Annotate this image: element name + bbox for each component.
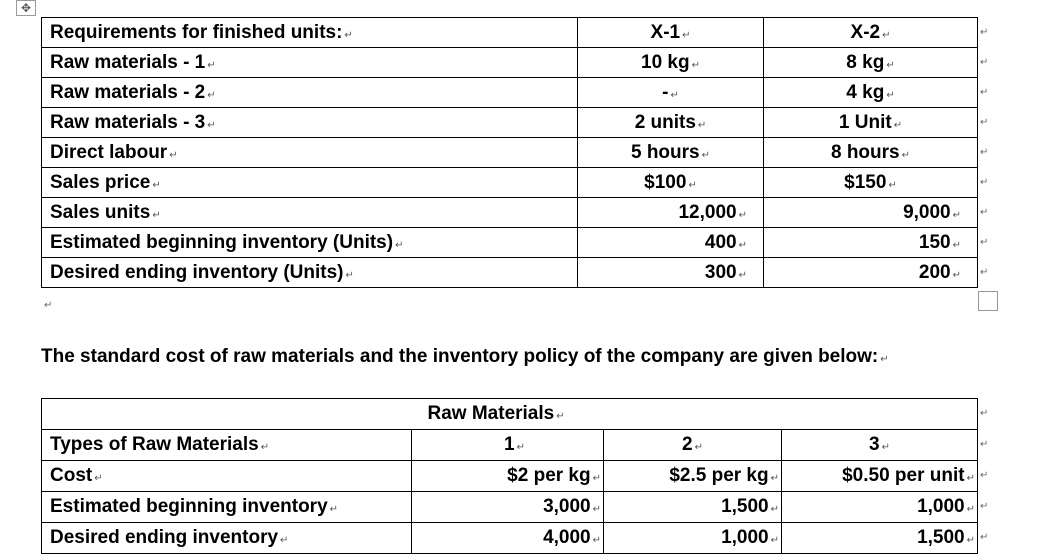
end-of-row-mark: ↵ — [980, 439, 989, 450]
table-cell[interactable]: Types of Raw Materials ↵ — [42, 430, 412, 461]
table-cell[interactable]: 8 hours ↵ — [764, 138, 978, 168]
table-cell[interactable]: 200 ↵ — [764, 258, 978, 288]
table-cell[interactable]: Raw Materials ↵ — [412, 399, 978, 430]
table-cell[interactable]: $150 ↵ — [764, 168, 978, 198]
table-cell[interactable]: Raw materials - 3 ↵ — [42, 108, 578, 138]
table-cell[interactable]: Sales units ↵ — [42, 198, 578, 228]
end-of-row-mark: ↵ — [980, 470, 989, 481]
table-cell[interactable]: Desired ending inventory (Units) ↵ — [42, 258, 578, 288]
table-cell[interactable]: Desired ending inventory ↵ — [42, 523, 412, 554]
table-row — [42, 108, 978, 138]
table-cell[interactable]: Estimated beginning inventory ↵ — [42, 492, 412, 523]
end-of-row-mark: ↵ — [980, 237, 989, 248]
table-cell[interactable]: 10 kg ↵ — [578, 48, 764, 78]
raw-materials-cost-table — [41, 398, 978, 554]
table-cell[interactable]: $0.50 per unit ↵ — [782, 461, 978, 492]
table-cell[interactable]: Requirements for finished units: ↵ — [42, 18, 578, 48]
end-of-row-mark: ↵ — [980, 501, 989, 512]
table-cell[interactable]: 150 ↵ — [764, 228, 978, 258]
table-cell[interactable]: 4,000 ↵ — [412, 523, 604, 554]
end-of-row-mark: ↵ — [980, 147, 989, 158]
table-cell[interactable]: 1,500 ↵ — [782, 523, 978, 554]
table-cell[interactable]: 1,500 ↵ — [604, 492, 782, 523]
end-of-row-mark: ↵ — [980, 532, 989, 543]
table-cell[interactable]: $2 per kg ↵ — [412, 461, 604, 492]
table-row — [42, 228, 978, 258]
end-of-row-mark: ↵ — [980, 27, 989, 38]
table-cell[interactable]: 1,000 ↵ — [782, 492, 978, 523]
table-cell[interactable]: 400 ↵ — [578, 228, 764, 258]
table-cell[interactable]: 1,000 ↵ — [604, 523, 782, 554]
table-row — [42, 461, 978, 492]
table-cell[interactable]: Raw materials - 2 ↵ — [42, 78, 578, 108]
table-cell[interactable]: Direct labour ↵ — [42, 138, 578, 168]
table-row — [42, 523, 978, 554]
table-cell[interactable]: 1 Unit ↵ — [764, 108, 978, 138]
table-row — [42, 48, 978, 78]
end-of-row-mark: ↵ — [980, 408, 989, 419]
table-row — [42, 198, 978, 228]
table-cell[interactable]: 5 hours ↵ — [578, 138, 764, 168]
table-cell[interactable]: 3 ↵ — [782, 430, 978, 461]
table-row — [42, 258, 978, 288]
table-cell[interactable]: 9,000 ↵ — [764, 198, 978, 228]
table-move-handle-icon[interactable]: ✥ — [16, 0, 36, 16]
table-cell[interactable]: - ↵ — [578, 78, 764, 108]
table-row — [42, 138, 978, 168]
table-cell[interactable]: 1 ↵ — [412, 430, 604, 461]
end-of-row-mark: ↵ — [980, 87, 989, 98]
table-row — [42, 78, 978, 108]
table-cell[interactable]: X-1 ↵ — [578, 18, 764, 48]
table-cell[interactable]: $100 ↵ — [578, 168, 764, 198]
table-group-header-row — [42, 399, 978, 430]
end-of-row-mark: ↵ — [980, 267, 989, 278]
table-cell[interactable]: 8 kg ↵ — [764, 48, 978, 78]
table-row — [42, 168, 978, 198]
table-cell[interactable]: 2 units ↵ — [578, 108, 764, 138]
table-cell[interactable]: Cost ↵ — [42, 461, 412, 492]
end-of-row-mark: ↵ — [980, 117, 989, 128]
table-cell[interactable]: Sales price ↵ — [42, 168, 578, 198]
table-cell[interactable]: 12,000 ↵ — [578, 198, 764, 228]
table-header-row — [42, 18, 978, 48]
table-resize-handle[interactable] — [978, 291, 998, 311]
table-cell[interactable]: 4 kg ↵ — [764, 78, 978, 108]
end-of-row-mark: ↵ — [980, 177, 989, 188]
empty-paragraph-mark: ↵ — [44, 300, 53, 311]
finished-units-requirements-table — [41, 17, 978, 288]
description-paragraph: The standard cost of raw materials and the inventory policy of the company are given below: ↵ — [41, 346, 889, 367]
end-of-row-mark: ↵ — [980, 207, 989, 218]
table-cell[interactable]: X-2 ↵ — [764, 18, 978, 48]
table-cell[interactable]: 2 ↵ — [604, 430, 782, 461]
table-cell[interactable]: $2.5 per kg ↵ — [604, 461, 782, 492]
table-cell[interactable]: Raw materials - 1 ↵ — [42, 48, 578, 78]
table-cell[interactable]: Estimated beginning inventory (Units) ↵ — [42, 228, 578, 258]
end-of-row-mark: ↵ — [980, 57, 989, 68]
table-cell[interactable]: 300 ↵ — [578, 258, 764, 288]
table-cell[interactable]: 3,000 ↵ — [412, 492, 604, 523]
table-row — [42, 492, 978, 523]
table-header-row — [42, 430, 978, 461]
table-cell[interactable] — [42, 399, 412, 430]
